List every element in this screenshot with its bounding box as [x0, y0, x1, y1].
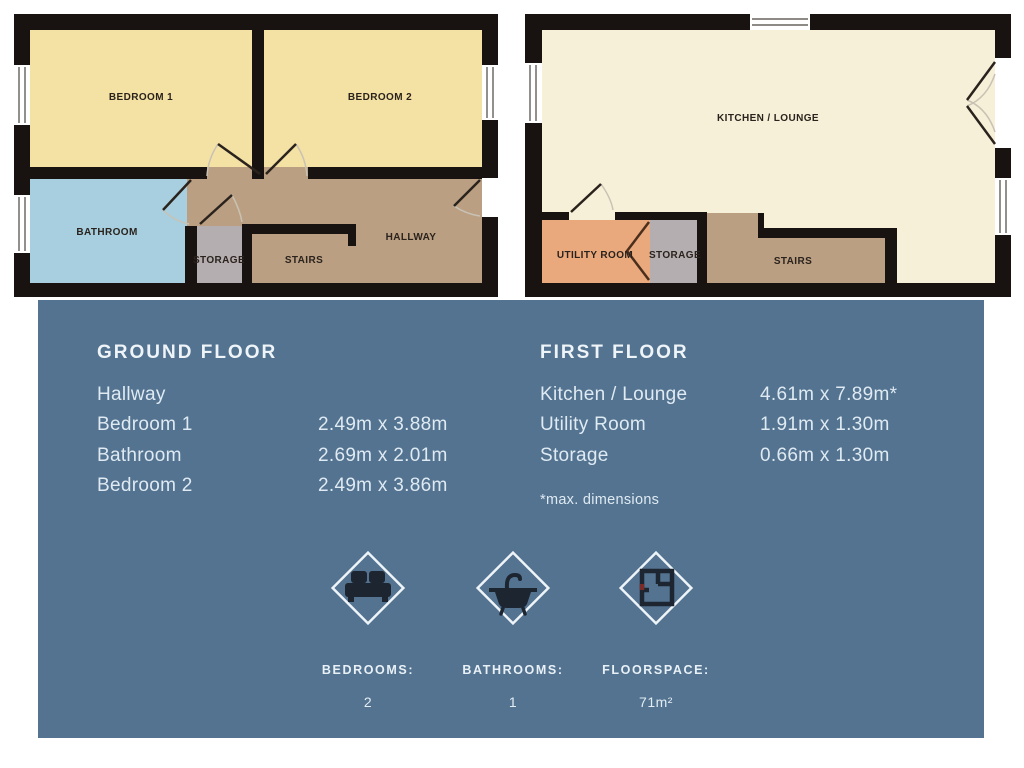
bathtub-icon: [475, 550, 551, 626]
room-dims: 2.69m x 2.01m: [318, 445, 448, 466]
stat-label: FLOORSPACE:: [602, 663, 710, 677]
first-floor-plan: [525, 14, 1011, 297]
room-name: Bedroom 1: [97, 414, 193, 435]
stat-value: 1: [508, 694, 518, 710]
room-label-hallway: HALLWAY: [385, 232, 437, 243]
room-dims: 2.49m x 3.86m: [318, 475, 448, 496]
stat-value: 2: [363, 694, 373, 710]
room-label-stairs: STAIRS: [284, 255, 324, 266]
ground-floor-plan: [14, 14, 498, 297]
stat-label: BEDROOMS:: [321, 663, 415, 677]
room-label-bedroom1: BEDROOM 1: [108, 92, 174, 103]
stat-value: 71m²: [639, 694, 673, 710]
patio-door-opening: [995, 58, 1011, 148]
room-dims: 4.61m x 7.89m*: [760, 384, 898, 405]
room-label-bathroom: BATHROOM: [76, 227, 138, 238]
max-dimensions-note: *max. dimensions: [540, 492, 660, 508]
stat-bedrooms: [288, 550, 448, 710]
rooms: [542, 30, 995, 283]
room-name: Bedroom 2: [97, 475, 193, 496]
ground-floor-title: GROUND FLOOR: [97, 342, 278, 363]
info-panel: [38, 300, 984, 738]
room-dims: 0.66m x 1.30m: [760, 445, 890, 466]
room-label-stairs: STAIRS: [773, 256, 813, 267]
stat-bathrooms: [433, 550, 593, 710]
room-name: Storage: [540, 445, 609, 466]
room-label-utility: UTILITY ROOM: [556, 250, 634, 261]
stat-label: BATHROOMS:: [462, 663, 564, 677]
stat-floorspace: [576, 550, 736, 710]
floorplan-icon: [618, 550, 694, 626]
room-name: Bathroom: [97, 445, 182, 466]
room-label-kitchen: KITCHEN / LOUNGE: [717, 113, 819, 124]
room-name: Kitchen / Lounge: [540, 384, 688, 405]
room-dims: 1.91m x 1.30m: [760, 414, 890, 435]
first-floor-title: FIRST FLOOR: [540, 342, 689, 363]
room-dims: 2.49m x 3.88m: [318, 414, 448, 435]
bed-icon: [330, 550, 406, 626]
room-label-storage: STORAGE: [648, 250, 702, 261]
front-door-opening: [482, 178, 498, 217]
room-name: Hallway: [97, 384, 166, 405]
room-name: Utility Room: [540, 414, 647, 435]
room-label-bedroom2: BEDROOM 2: [347, 92, 413, 103]
room-label-storage: STORAGE: [192, 255, 246, 266]
